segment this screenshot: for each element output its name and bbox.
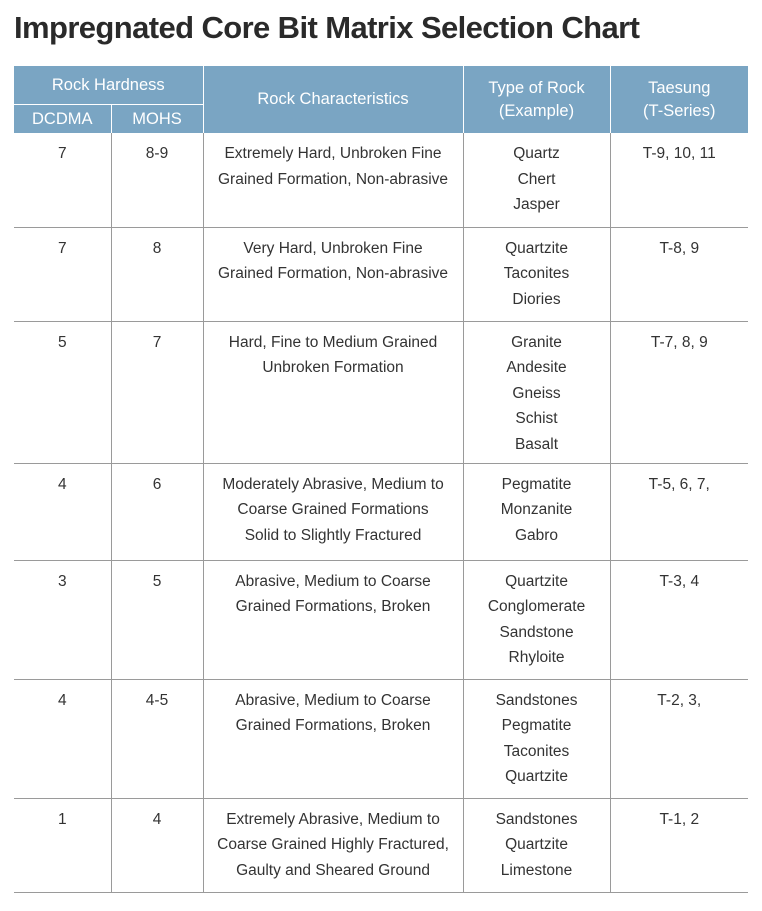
header-type-of-rock-line-1: Type of Rock bbox=[488, 78, 585, 97]
cell-characteristics-line: Grained Formations, Broken bbox=[235, 598, 431, 615]
cell-rock-types-line: Quartzite bbox=[505, 768, 568, 785]
cell-rock-types-line: Sandstones bbox=[495, 691, 578, 709]
cell-mohs: 8-9 bbox=[111, 133, 203, 227]
cell-rock-types-line: Conglomerate bbox=[487, 598, 586, 615]
cell-rock-types bbox=[463, 133, 610, 227]
cell-characteristics bbox=[203, 133, 463, 227]
cell-rock-types bbox=[463, 227, 610, 321]
cell-mohs: 4-5 bbox=[111, 679, 203, 798]
cell-characteristics bbox=[203, 227, 463, 321]
cell-rock-types-line: Quartzite bbox=[505, 572, 568, 590]
cell-rock-types-line: Granite bbox=[511, 333, 562, 351]
cell-dcdma: 7 bbox=[14, 133, 111, 227]
cell-mohs: 6 bbox=[111, 463, 203, 560]
cell-taesung: T-7, 8, 9 bbox=[610, 321, 748, 463]
cell-rock-types-line: Gneiss bbox=[512, 384, 561, 402]
cell-rock-types-line: Taconites bbox=[503, 265, 570, 282]
cell-rock-types-line: Pegmatite bbox=[501, 717, 572, 734]
cell-taesung: T-8, 9 bbox=[610, 227, 748, 321]
header-rock-characteristics: Rock Characteristics bbox=[203, 66, 463, 133]
header-type-of-rock-line-2: (Example) bbox=[498, 101, 575, 120]
cell-characteristics bbox=[203, 798, 463, 892]
cell-rock-types-line: Taconites bbox=[503, 742, 570, 760]
header-taesung-line-1: Taesung bbox=[648, 78, 711, 97]
cell-taesung: T-9, 10, 11 bbox=[610, 133, 748, 227]
cell-rock-types-line: Schist bbox=[515, 410, 558, 427]
cell-characteristics-line: Coarse Grained Highly Fractured, bbox=[217, 836, 449, 853]
table-header bbox=[14, 66, 748, 133]
cell-rock-types-line: Limestone bbox=[500, 861, 573, 879]
cell-rock-types bbox=[463, 463, 610, 560]
cell-taesung: T-2, 3, bbox=[610, 679, 748, 798]
cell-characteristics-line: Extremely Hard, Unbroken Fine bbox=[224, 145, 442, 162]
table-row bbox=[14, 679, 748, 798]
cell-taesung: T-5, 6, 7, bbox=[610, 463, 748, 560]
header-rock-hardness: Rock Hardness bbox=[14, 66, 203, 105]
cell-characteristics-line: Coarse Grained Formations bbox=[237, 501, 429, 518]
cell-dcdma: 7 bbox=[14, 227, 111, 321]
cell-dcdma: 4 bbox=[14, 463, 111, 560]
cell-mohs: 5 bbox=[111, 560, 203, 679]
cell-rock-types-line: Andesite bbox=[506, 359, 567, 376]
cell-rock-types-line: Quartzite bbox=[505, 239, 568, 257]
cell-dcdma: 4 bbox=[14, 679, 111, 798]
cell-taesung: T-1, 2 bbox=[610, 798, 748, 892]
cell-rock-types bbox=[463, 560, 610, 679]
table-row bbox=[14, 133, 748, 227]
header-mohs: MOHS bbox=[111, 105, 203, 134]
cell-rock-types-line: Jasper bbox=[513, 196, 560, 213]
cell-characteristics-line: Grained Formations, Broken bbox=[235, 717, 431, 734]
table-row bbox=[14, 321, 748, 463]
cell-rock-types-line: Quartz bbox=[513, 145, 560, 162]
table-row bbox=[14, 560, 748, 679]
cell-rock-types bbox=[463, 798, 610, 892]
table-row bbox=[14, 227, 748, 321]
cell-characteristics-line: Grained Formation, Non-abrasive bbox=[218, 170, 449, 188]
cell-characteristics-line: Extremely Abrasive, Medium to bbox=[226, 810, 440, 828]
table-row bbox=[14, 463, 748, 560]
header-dcdma: DCDMA bbox=[14, 105, 111, 134]
cell-rock-types-line: Sandstone bbox=[499, 623, 574, 641]
cell-characteristics bbox=[203, 463, 463, 560]
header-taesung bbox=[610, 66, 748, 133]
cell-dcdma: 3 bbox=[14, 560, 111, 679]
header-taesung-line-2: (T-Series) bbox=[643, 101, 716, 120]
cell-rock-types-line: Monzanite bbox=[500, 501, 573, 518]
table-row bbox=[14, 798, 748, 892]
cell-taesung: T-3, 4 bbox=[610, 560, 748, 679]
cell-rock-types-line: Sandstones bbox=[495, 810, 578, 828]
cell-mohs: 8 bbox=[111, 227, 203, 321]
cell-characteristics-line: Gaulty and Sheared Ground bbox=[236, 861, 430, 879]
cell-characteristics bbox=[203, 560, 463, 679]
cell-rock-types-line: Chert bbox=[517, 170, 556, 188]
header-type-of-rock bbox=[463, 66, 610, 133]
cell-rock-types-line: Basalt bbox=[514, 435, 559, 453]
page-title: Impregnated Core Bit Matrix Selection Chart bbox=[14, 10, 640, 45]
cell-characteristics bbox=[203, 321, 463, 463]
cell-rock-types-line: Pegmatite bbox=[501, 475, 572, 493]
cell-characteristics bbox=[203, 679, 463, 798]
cell-mohs: 4 bbox=[111, 798, 203, 892]
cell-characteristics-line: Abrasive, Medium to Coarse bbox=[235, 691, 431, 709]
cell-rock-types-line: Quartzite bbox=[505, 836, 568, 853]
table-body bbox=[14, 133, 748, 892]
cell-characteristics-line: Grained Formation, Non-abrasive bbox=[218, 265, 449, 282]
cell-mohs: 7 bbox=[111, 321, 203, 463]
cell-rock-types-line: Diories bbox=[512, 290, 561, 308]
cell-dcdma: 5 bbox=[14, 321, 111, 463]
cell-dcdma: 1 bbox=[14, 798, 111, 892]
selection-chart-table bbox=[14, 66, 748, 893]
cell-characteristics-line: Solid to Slightly Fractured bbox=[244, 526, 422, 544]
cell-characteristics-line: Hard, Fine to Medium Grained bbox=[228, 333, 438, 351]
cell-characteristics-line: Abrasive, Medium to Coarse bbox=[235, 572, 431, 590]
cell-characteristics-line: Unbroken Formation bbox=[262, 359, 404, 376]
cell-characteristics-line: Very Hard, Unbroken Fine bbox=[243, 239, 423, 257]
cell-rock-types bbox=[463, 321, 610, 463]
cell-rock-types bbox=[463, 679, 610, 798]
cell-characteristics-line: Moderately Abrasive, Medium to bbox=[222, 475, 444, 493]
cell-rock-types-line: Rhyloite bbox=[508, 649, 565, 666]
cell-rock-types-line: Gabro bbox=[514, 526, 559, 544]
